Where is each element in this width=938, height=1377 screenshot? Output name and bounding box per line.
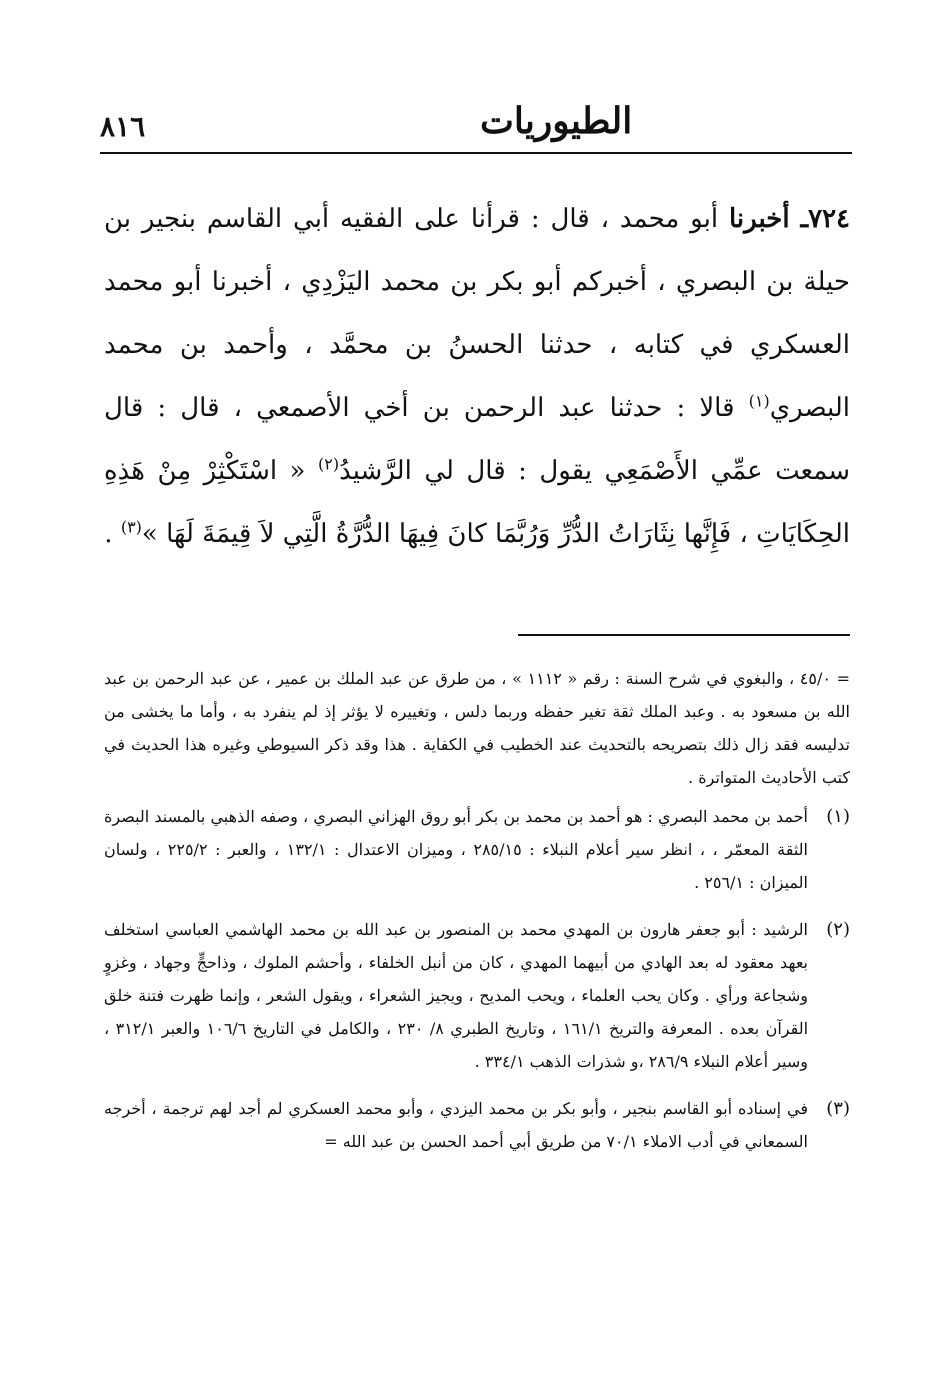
hadith-text-part-3: « اسْتَكْثِرْ مِنْ هَذِهِ الحِكَايَاتِ ، فَإِنَّها نِثَارَاتُ الدُّرِّ وَرُبَّمَا كانَ فِيهَا الدُّرَّةُ الَّتِي لاَ قِيمَةَ لَهَا » [104, 456, 850, 549]
hadith-text-part-2: قالا : حدثنا عبد الرحمن بن أخي الأصمعي ، قال : قال سمعت عمِّي الأَصْمَعِي يقول : قال لي الرَّشيدُ [104, 393, 851, 486]
page-number: ٨١٦ [100, 110, 146, 143]
footnote-text: الرشيد : أبو جعفر هارون بن المهدي محمد بن المنصور بن عبد الله بن محمد الهاشمي العباسي استخلف بعهد معقود له بعد الهادي من أبيهما المهدي ، كان من أنبل الخلفاء ، وأحشم الملوك ، وذاحجٍّ وجهاد ، وغزوٍ وشجاعة ورأي . وكان يحب العلماء ، ويحب المديح ، ويجيز الشعراء ، ويقول الشعر ، وإنما ظهرت فتنة خلق القرآن بعده . المعرفة والتريخ ١٦١/١ ، وتاريخ الطبري ٨/ ٢٣٠ ، والكامل في التاريخ ١٠٦/٦ والعبر ٣١٢/١ ، وسير أعلام النبلاء ٢٨٦/٩ ،و شذرات الذهب ٣٣٤/١ . [104, 920, 809, 1071]
running-header [100, 92, 852, 152]
footnote-1 [104, 800, 850, 899]
footnote-ref-2: (٢) [317, 454, 340, 474]
lead-word: أخبرنا [728, 204, 790, 234]
footnote-number: (٢) [826, 919, 850, 940]
hadith-text-part-1: أبو محمد ، قال : قرأنا على الفقيه أبي القاسم بنجير بن حيلة بن البصري ، أخبركم أبو بكر بن محمد اليَزْدِي ، أخبرنا أبو محمد العسكري في كتابه ، حدثنا الحسنُ بن محمَّد ، وأحمد بن محمد البصري [104, 204, 850, 423]
footnote-text: أحمد بن محمد البصري : هو أحمد بن محمد بن بكر أبو روق الهزاني البصري ، وصفه الذهبي بالمسند البصرة الثقة المعمّر ، ، انظر سير أعلام النبلاء : ٢٨٥/١٥ ، وميزان الاعتدال : ١٣٢/١ ، والعبر : ٢٢٥/٢ ، ولسان الميزان : ٢٥٦/١ . [104, 807, 808, 892]
footnote-ref-3: (٣) [120, 517, 142, 537]
footnote-number: (١) [826, 806, 850, 827]
footnote-continuation: = ٤٥/٠ ، والبغوي في شرح السنة : رقم « ١١١٢ » ، من طرق عن عبد الملك بن عمير ، عن عبد الرحمن بن عبد الله بن مسعود به . وعبد الملك ثقة تغير حفظه وربما دلس ، وتغييره لا يؤثر إذ لم ينفرد به ، وأما ما يخشى من تدليسه فقد زال ذلك بتصريحه بالتحديث عند الخطيب في الكفاية . هذا وقد ذكر السيوطي وغيره هذا الحديث في كتب الأحاديث المتواترة . [104, 669, 850, 787]
footnote-number: (٣) [826, 1098, 850, 1119]
header-rule [100, 152, 852, 154]
hadith-text [104, 188, 850, 566]
footnote-3 [104, 1092, 850, 1158]
footnote-text: في إسناده أبو القاسم بنجير ، وأبو بكر بن محمد اليزدي ، وأبو محمد العسكري لم أجد لهم ترجمة ، أخرجه السمعاني في أدب الاملاء ٧٠/١ من طريق أبي أحمد الحسن بن عبد الله = [104, 1099, 808, 1151]
footnote-ref-1: (١) [748, 391, 770, 411]
footnote-separator [518, 634, 850, 636]
book-title: الطيوريات [480, 100, 633, 142]
footnote-2 [104, 913, 850, 1078]
hadith-number: ٧٢٤ـ [800, 204, 851, 234]
footnotes [104, 662, 850, 1172]
hadith-text-end: . [104, 519, 113, 549]
